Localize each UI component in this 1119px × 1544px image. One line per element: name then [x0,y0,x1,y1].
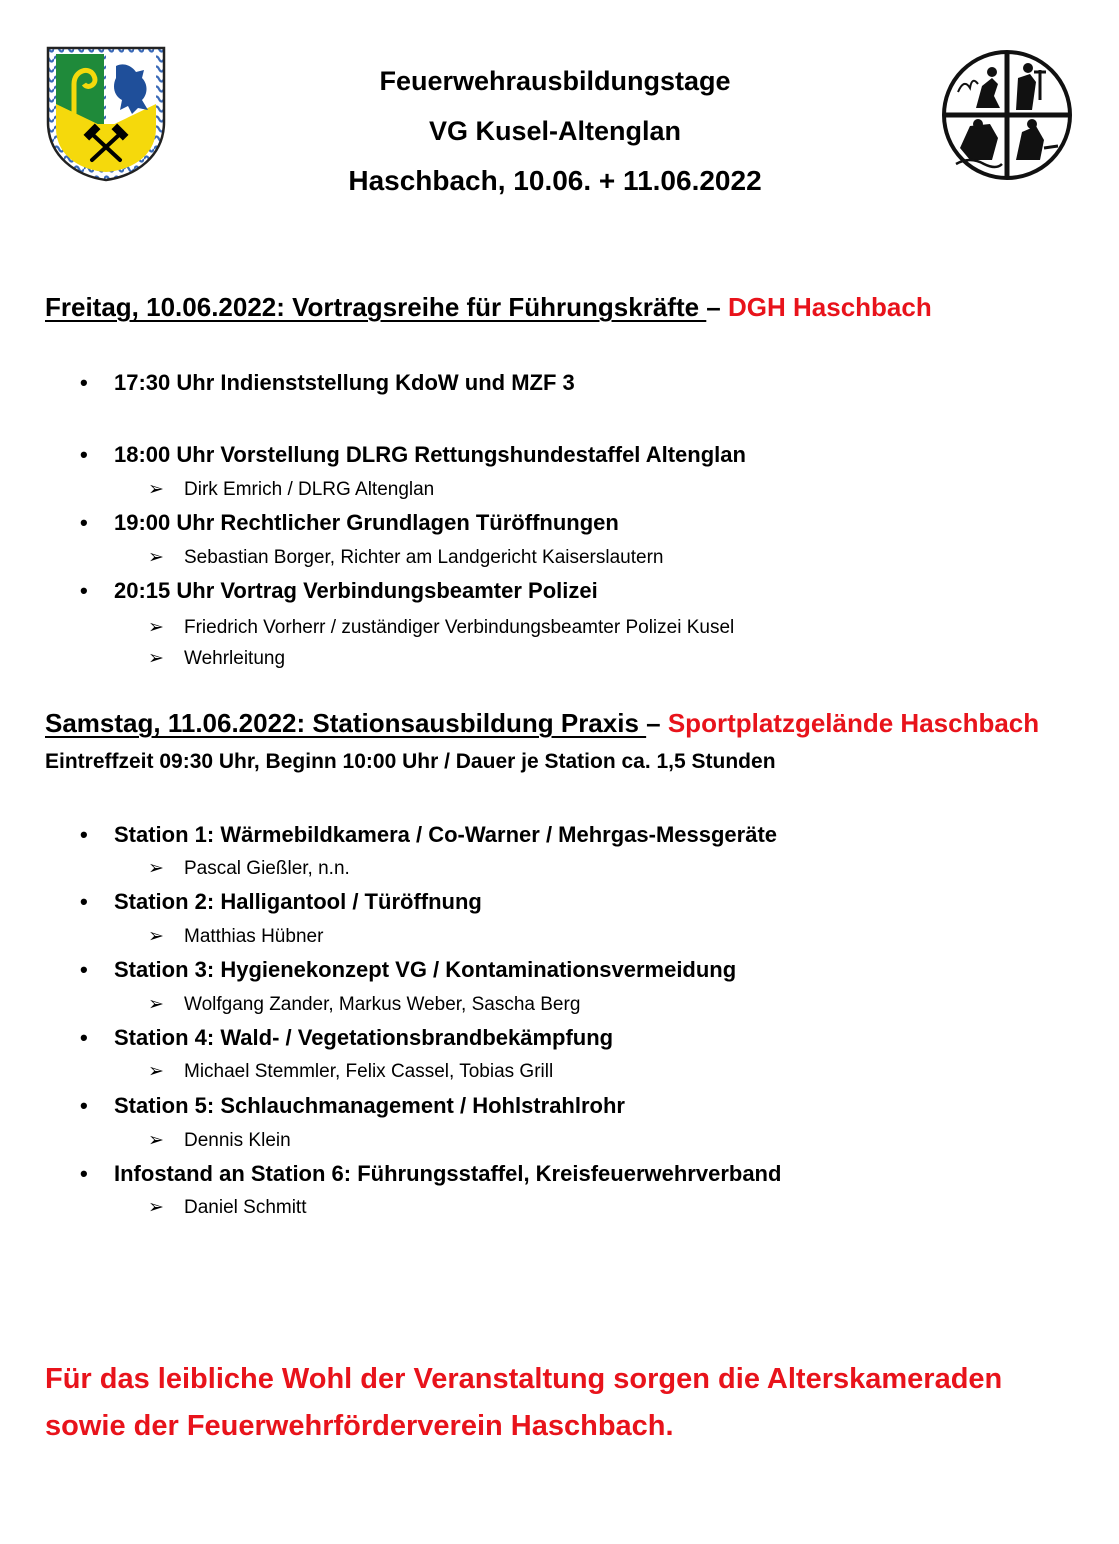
arrow-icon: ➢ [148,994,164,1015]
bullet-icon: • [80,1093,88,1118]
list-item [80,1161,781,1187]
catering-note-line-1: Für das leibliche Wohl der Veranstaltung sorgen die Alterskameraden [45,1363,1003,1395]
sub-item-label: Daniel Schmitt [184,1197,307,1218]
sub-item-label: Pascal Gießler, n.n. [184,858,350,879]
sub-item [148,1196,307,1219]
arrow-icon: ➢ [148,479,164,500]
saturday-location: Sportplatzgelände Haschbach [667,708,1040,738]
arrow-icon: ➢ [148,926,164,947]
sub-item-label: Matthias Hübner [184,926,324,947]
list-item-label: 19:00 Uhr Rechtlicher Grundlagen Türöffnungen [114,510,619,535]
friday-heading-text: Freitag, 10.06.2022: Vortragsreihe für Führungskräfte [45,292,707,322]
fire-brigade-emblem-logo [940,48,1074,182]
sub-item [148,546,663,569]
saturday-dash: – [646,708,661,738]
arrow-icon: ➢ [148,858,164,879]
list-item-label: Station 1: Wärmebildkamera / Co-Warner / Mehrgas-Messgeräte [114,822,778,847]
bullet-icon: • [80,1161,88,1186]
list-item [80,370,575,396]
sub-item [148,925,323,948]
friday-dash: – [706,292,721,322]
sub-item-label: Dennis Klein [184,1130,291,1151]
bullet-icon: • [80,889,88,914]
list-item-label: 20:15 Uhr Vortrag Verbindungsbeamter Polizei [114,578,598,603]
sub-item-label: Wolfgang Zander, Markus Weber, Sascha Berg [184,994,581,1015]
list-item-label: 18:00 Uhr Vorstellung DLRG Rettungshundestaffel Altenglan [114,442,746,467]
list-item [80,822,777,848]
bullet-icon: • [80,1025,88,1050]
list-item [80,510,619,536]
bullet-icon: • [80,370,88,395]
sub-item [148,616,734,639]
bullet-icon: • [80,442,88,467]
sub-item [148,1129,291,1152]
sub-item [148,478,434,501]
sub-item-label: Dirk Emrich / DLRG Altenglan [184,479,435,500]
list-item [80,957,736,983]
saturday-heading-text: Samstag, 11.06.2022: Stationsausbildung Praxis [45,708,647,738]
bullet-icon: • [80,510,88,535]
list-item-label: Infostand an Station 6: Führungsstaffel, Kreisfeuerwehrverband [114,1161,782,1186]
list-item-label: 17:30 Uhr Indienststellung KdoW und MZF 3 [114,370,575,395]
sub-item-label: Friedrich Vorherr / zuständiger Verbindungsbeamter Polizei Kusel [184,617,735,638]
title-line-1: Feuerwehrausbildungstage [379,66,731,96]
title-line-2: VG Kusel-Altenglan [428,116,682,146]
list-item [80,1025,613,1051]
list-item [80,578,598,604]
document-title [250,56,860,206]
arrow-icon: ➢ [148,1061,164,1082]
bullet-icon: • [80,578,88,603]
list-item-label: Station 3: Hygienekonzept VG / Kontaminationsvermeidung [114,957,737,982]
friday-location: DGH Haschbach [728,292,932,322]
sub-item [148,647,285,670]
list-item-label: Station 4: Wald- / Vegetationsbrandbekämpfung [114,1025,614,1050]
title-line-3: Haschbach, 10.06. + 11.06.2022 [348,165,762,196]
list-item-label: Station 5: Schlauchmanagement / Hohlstrahlrohr [114,1093,625,1118]
arrow-icon: ➢ [148,1197,164,1218]
friday-heading [45,292,932,323]
saturday-subheading: Eintreffzeit 09:30 Uhr, Beginn 10:00 Uhr / Dauer je Station ca. 1,5 Stunden [45,750,776,773]
arrow-icon: ➢ [148,547,164,568]
sub-item [148,1060,553,1083]
catering-note-line-2: sowie der Feuerwehrförderverein Haschbach. [45,1410,674,1442]
list-item [80,442,746,468]
sub-item-label: Sebastian Borger, Richter am Landgericht Kaiserslautern [184,547,664,568]
bullet-icon: • [80,822,88,847]
coat-of-arms-logo [44,44,168,182]
list-item [80,1093,625,1119]
arrow-icon: ➢ [148,648,164,669]
list-item-label: Station 2: Halligantool / Türöffnung [114,889,482,914]
bullet-icon: • [80,957,88,982]
sub-item [148,857,350,880]
arrow-icon: ➢ [148,617,164,638]
arrow-icon: ➢ [148,1130,164,1151]
sub-item-label: Wehrleitung [184,648,286,669]
catering-note [45,1356,1085,1450]
sub-item-label: Michael Stemmler, Felix Cassel, Tobias Grill [184,1061,554,1082]
list-item [80,889,482,915]
sub-item [148,993,580,1016]
saturday-heading [45,708,1039,739]
